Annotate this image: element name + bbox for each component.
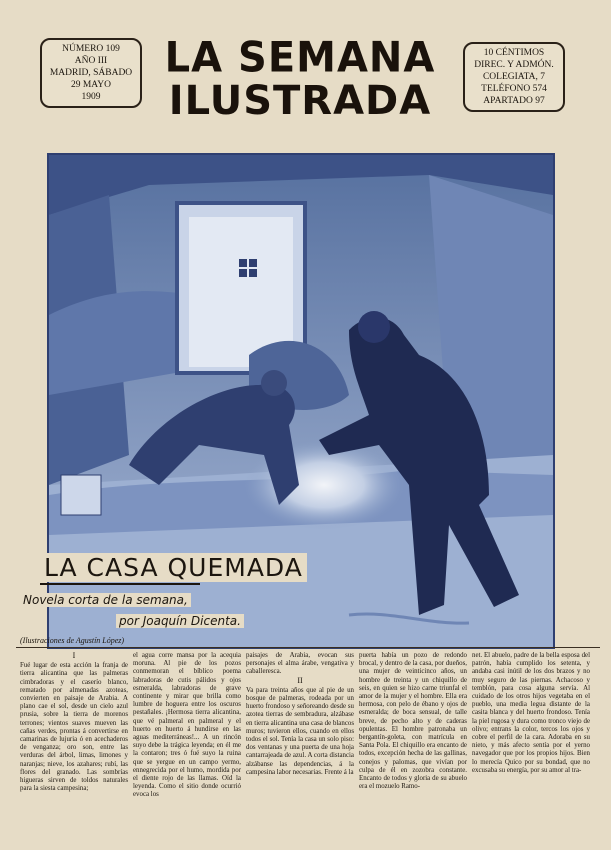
- issue-number: NÚMERO 109: [62, 44, 120, 54]
- issue-info-box: [40, 38, 142, 108]
- issue-date: 29 MAYO: [70, 80, 112, 90]
- illustration-credit: (Ilustraciones de Agustín López): [20, 636, 125, 645]
- masthead-line-1: LA SEMANA: [164, 33, 436, 83]
- text-column-1: [20, 652, 128, 848]
- column-3-top-text: paisajes de Arabia, evocan sus personajes el alma árabe, vengativa y caballeresca.: [246, 652, 354, 676]
- telephone: TELÉFONO 574: [481, 84, 547, 94]
- issue-year: AÑO III: [74, 56, 108, 66]
- price-info-box: [463, 42, 565, 112]
- text-column-3: [246, 652, 354, 848]
- title-underline: [40, 583, 200, 585]
- masthead-line-2: ILUSTRADA: [168, 78, 432, 124]
- column-3-text: Va para treinta años que al pie de un bosque de palmeras, rodeada por un huerto frondoso y señoreando desde su azotea tierras de sembradura, alzábase en tierra alicantina una casa de blancos muros; tuvieron ellos, cuando en ellos todos el sol. Tenía la casa un solo piso: dos ventanas y una puerta de una hoja cantarrajeada de azul. A corta distancia alzábanse las dependencias, á la campesina labor necesarias. Frente á la: [246, 686, 354, 776]
- chapter-number-1: I: [72, 652, 76, 660]
- issue-place-day: MADRID, SÁBADO: [49, 68, 133, 78]
- chapter-number-2: II: [297, 675, 303, 685]
- story-author: por Joaquín Dicenta.: [116, 614, 244, 628]
- po-box: APARTADO 97: [483, 96, 545, 106]
- story-title: LA CASA QUEMADA: [40, 553, 307, 582]
- column-2-text: el agua corre mansa por la acequia moruna. Al pie de los pozos conmemoran el bíblico poema labradoras de cutis pálidos y ojos esmeralda, labradoras de grave continente y mirar que brilla como lumbre de hoguera entre los oscuros pestañales. ¡Hermosa tierra alicantina, que vé palmeral en palmeral y el huerto en huerto á hundirse en las aguas mediterráneas!... A un rincón suyo debe la trágica leyenda; en él me la contaron; tres ó fué suyo la ruina que se yergue en un campo yermo, ennegrecida por el humo, mordida por el diente rojo de las llamas. Oíd la leyenda. Como el sitio donde ocurrió evoca los: [133, 652, 241, 799]
- text-column-5: [472, 652, 590, 848]
- story-subtitle: Novela corta de la semana,: [20, 593, 191, 607]
- masthead: [145, 33, 455, 124]
- divider-rule: [16, 647, 600, 648]
- text-column-2: [133, 652, 241, 848]
- column-4-text: puerta había un pozo de redondo brocal, y dentro de la casa, por dueños, una mujer de veinticinco años, un hombre de treinta y un chiquillo de seis, en quien se hizo carne triunfal el amor de la mujer y el hombre. Ella era hermosa, con pelo de ébano y ojos de esmeralda; de boca sensual, de talle breve, de pecho alto y de caderas opulentas. El hombre patronaba un bergantín-goleta, con matrícula en Santa Pola. El chiquillo era encanto de todos, excepción hecha de las gallinas, conejos y palomas, que vivían por culpa de él en zozobra constante. Encanto de todos y gloria de su abuelo era el mozuelo Ramo-: [359, 652, 467, 791]
- issue-year-number: 1909: [81, 92, 101, 102]
- column-1-text: Fué lugar de esta acción la franja de tierra alicantina que las palmeras cimbradoras y el caserío blanco, rematado por almenadas azoteas, convierten en paisaje de Arabia. A plano cae el sol, desde un cielo azul prusia, sobre la tierra de morenos terrones; vientos suaves mueven las cañas verdes, prontas á convertirse en camarinas de lujuria ó en acechaderos de venganza; oro son, entre las verduras del árbol, limas, limones y naranjas; nieve, los azahares; rubí, las flores del granado. Las sombrías higueras sirven de toldos naturales para la siesta campesina;: [20, 662, 128, 793]
- price: 10 CÉNTIMOS: [483, 48, 545, 58]
- text-column-4: [359, 652, 467, 848]
- address: COLEGIATA, 7: [482, 72, 546, 82]
- column-5-text: net. El abuelo, padre de la bella esposa del patrón, había cumplido los setenta, y andaba casi inútil de los dos brazos y no muy seguro de las piernas. Achacoso y temblón, para cosa alguna servía. Al cuidado de los otros hijos vegetaba en el pueblo, una media legua distante de la casita blanca y del huerto frondoso. Tenía la piel rugosa y dura como tronco viejo de olivo; entrans la color, tercos los ojos y cobre el perfil de la cara. Adoraba en su nieto, y más afecto sentía por el yerno navegador que por los propios hijos. Bien lo merecía Quico por su bondad, que no excusaba su energía, por su amor al tra-: [472, 652, 590, 774]
- direction-label: DIREC. Y ADMÓN.: [474, 60, 554, 70]
